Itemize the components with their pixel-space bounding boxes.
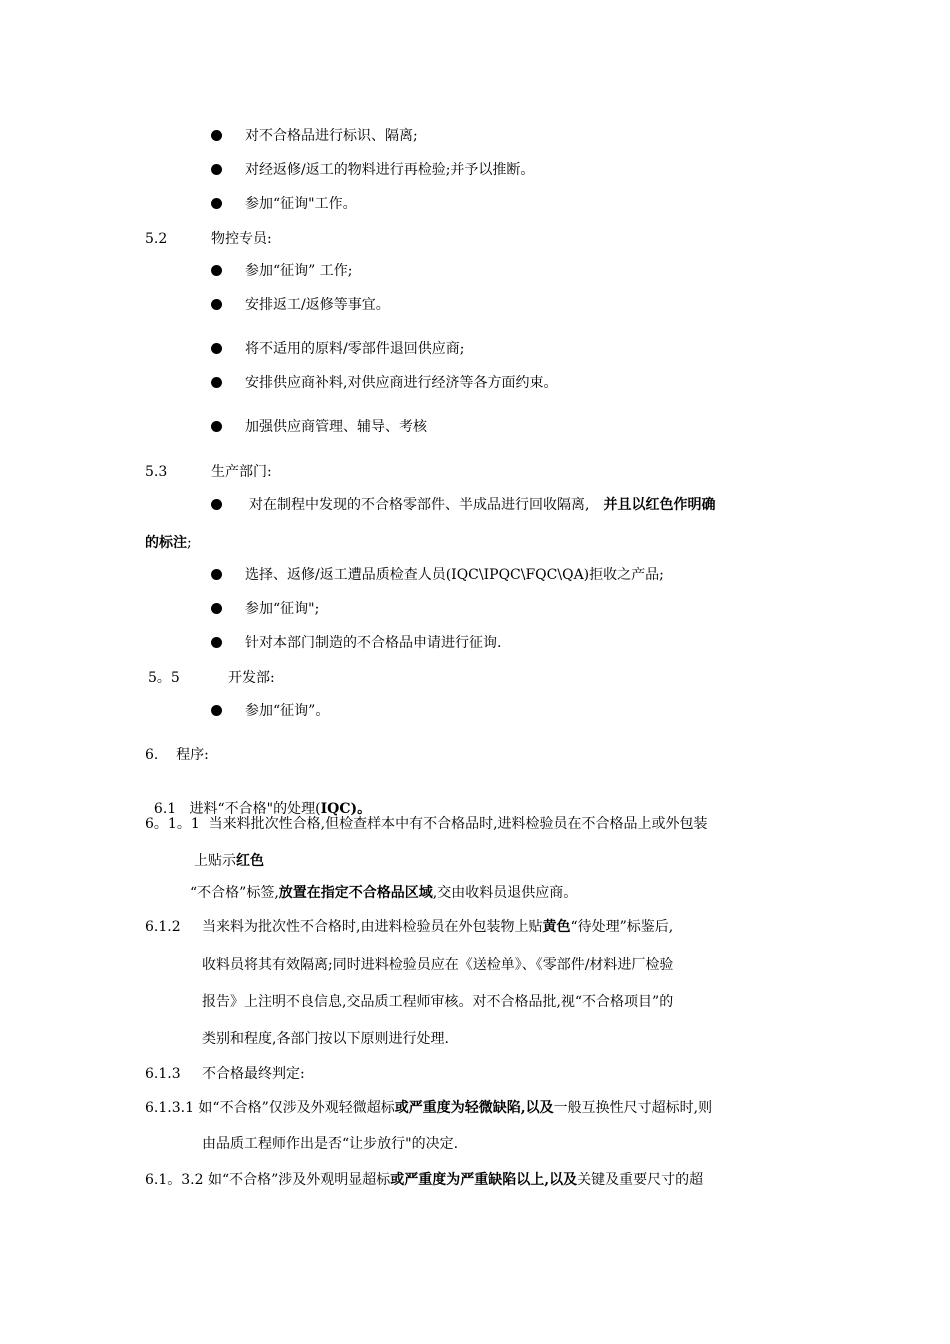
paragraph-line: 收料员将其有效隔离;同时进料检验员应在《送检单》、《零部件/材料进厂检验 xyxy=(202,957,674,973)
section-heading xyxy=(145,779,372,817)
list-item: 针对本部门制造的不合格品申请进行征询. xyxy=(245,635,502,651)
section-number: 5.3 xyxy=(145,464,168,480)
bullet-icon xyxy=(211,198,222,209)
emphasis-text: IQC)。 xyxy=(320,801,372,817)
text-run: 关键及重要尺寸的超 xyxy=(577,1172,704,1188)
bullet-icon xyxy=(211,421,222,432)
text-run: 对在制程中发现的不合格零部件、半成品进行回收隔离, xyxy=(249,497,590,513)
emphasis-text: 的标注 xyxy=(145,535,187,551)
text-run: “不合格”标签, xyxy=(190,885,279,901)
section-heading: 6. 程序: xyxy=(145,747,209,763)
text-run: ; xyxy=(187,535,192,551)
list-item: 安排供应商补料,对供应商进行经济等各方面约束。 xyxy=(245,375,558,391)
emphasis-text: 红色 xyxy=(236,853,264,869)
bullet-icon xyxy=(211,299,222,310)
paragraph-line xyxy=(145,533,192,553)
paragraph-line: 6。1。1 当来料批次性合格,但检查样本中有不合格品时,进料检验员在不合格品上或外包装 xyxy=(145,816,708,832)
list-item: 对不合格品进行标识、隔离; xyxy=(245,128,418,144)
text-run: 上贴示 xyxy=(194,853,236,869)
list-item: 对经返修/返工的物料进行再检验;并予以推断。 xyxy=(245,162,535,178)
text-run: 当来料为批次性不合格时,由进料检验员在外包装物上贴 xyxy=(202,919,543,935)
list-item: 加强供应商管理、辅导、考核 xyxy=(245,419,427,435)
bullet-icon xyxy=(211,265,222,276)
paragraph-line xyxy=(194,851,264,871)
text-run: 6.1.3.1 如“不合格”仅涉及外观轻微超标 xyxy=(145,1100,395,1116)
text-run: “待处理”标鉴后, xyxy=(570,919,674,935)
section-title: 不合格最终判定: xyxy=(202,1066,305,1082)
section-number: 6.1.2 xyxy=(145,919,181,935)
emphasis-text: 放置在指定不合格品区域 xyxy=(278,885,433,901)
paragraph-line xyxy=(190,883,577,903)
bullet-icon xyxy=(211,569,222,580)
list-item: 参加“征询”。 xyxy=(245,703,330,719)
bullet-icon xyxy=(211,603,222,614)
text-run: ,交由收料员退供应商。 xyxy=(432,885,578,901)
text-run: 一般互换性尺寸超标时,则 xyxy=(553,1100,713,1116)
list-item: 选择、返修/返工遭品质检查人员(IQC\IPQC\FQC\QA)拒收之产品; xyxy=(245,567,664,583)
bullet-icon xyxy=(211,499,222,510)
bullet-icon xyxy=(211,637,222,648)
paragraph-line: 报告》上注明不良信息,交品质工程师审核。对不合格品批,视“不合格项目”的 xyxy=(202,994,674,1010)
emphasis-text: 或严重度为严重缺陷以上,以及 xyxy=(390,1172,578,1188)
bullet-icon xyxy=(211,377,222,388)
paragraph-line xyxy=(145,1170,703,1190)
bullet-icon xyxy=(211,130,222,141)
list-item: 将不适用的原料/零部件退回供应商; xyxy=(245,341,465,357)
bullet-icon xyxy=(211,164,222,175)
emphasis-text: 或严重度为轻微缺陷,以及 xyxy=(394,1100,554,1116)
section-title: 物控专员: xyxy=(211,231,272,247)
list-item: 参加“征询” 工作; xyxy=(245,263,353,279)
emphasis-text: 并且以红色作明确 xyxy=(603,497,716,513)
list-item xyxy=(249,495,715,515)
section-title: 开发部: xyxy=(228,670,275,686)
section-number: 6.1.3 xyxy=(145,1066,181,1082)
paragraph-line xyxy=(145,1098,712,1118)
bullet-icon xyxy=(211,705,222,716)
paragraph-line: 类别和程度,各部门按以下原则进行处理. xyxy=(202,1031,449,1047)
list-item: 参加“征询"; xyxy=(245,601,320,617)
paragraph-line: 由品质工程师作出是否“让步放行"的决定. xyxy=(202,1136,459,1152)
bullet-icon xyxy=(211,343,222,354)
section-number: 5.2 xyxy=(145,231,168,247)
list-item: 安排返工/返修等事宜。 xyxy=(245,297,390,313)
text-run: 6.1 进料“不合格"的处理( xyxy=(153,801,321,817)
emphasis-text: 黄色 xyxy=(542,919,571,935)
paragraph-line xyxy=(202,917,673,937)
list-item: 参加“征询"工作。 xyxy=(245,196,357,212)
text-run: 6.1。3.2 如“不合格”涉及外观明显超标 xyxy=(145,1172,391,1188)
section-title: 生产部门: xyxy=(211,464,272,480)
section-number: 5。5 xyxy=(148,670,180,686)
